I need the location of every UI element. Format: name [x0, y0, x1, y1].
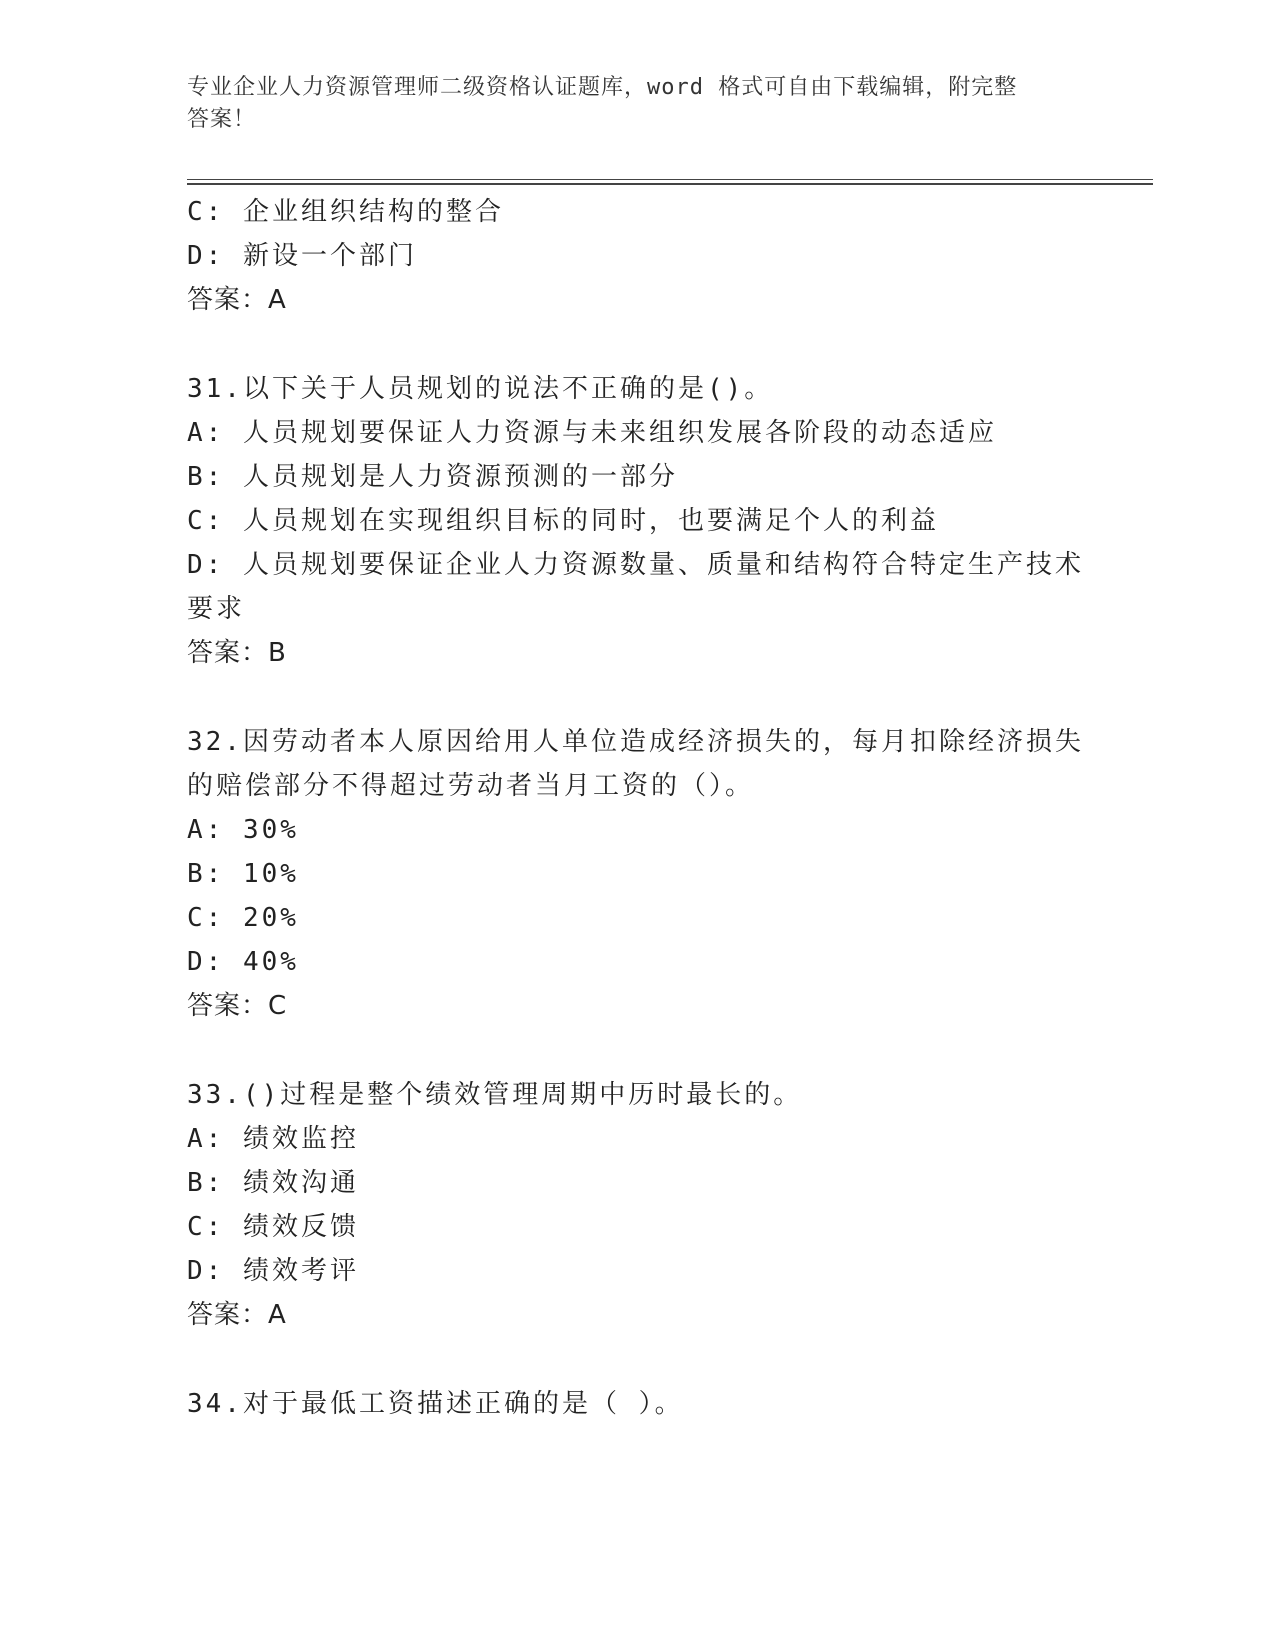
header-divider-thin: [187, 179, 1153, 180]
option-d: D: 绩效考评: [187, 1256, 359, 1286]
option-a: A: 绩效监控: [187, 1124, 359, 1154]
question-31: 31.以下关于人员规划的说法不正确的是()。: [187, 374, 774, 404]
answer-line: 答案：A: [187, 1300, 287, 1330]
header-line-1: 专业企业人力资源管理师二级资格认证题库，word 格式可自由下载编辑，附完整: [187, 75, 1018, 100]
option-b: B: 绩效沟通: [187, 1168, 359, 1198]
answer-line: 答案：A: [187, 285, 287, 315]
option-c: C: 企业组织结构的整合: [187, 197, 504, 227]
option-d: D: 40%: [187, 947, 299, 977]
option-b: B: 人员规划是人力资源预测的一部分: [187, 462, 678, 492]
option-c: C: 人员规划在实现组织目标的同时，也要满足个人的利益: [187, 506, 939, 536]
question-32: 32.因劳动者本人原因给用人单位造成经济损失的，每月扣除经济损失: [187, 727, 1084, 757]
option-d: D: 新设一个部门: [187, 241, 417, 271]
option-b: B: 10%: [187, 859, 299, 889]
option-a: A: 30%: [187, 815, 299, 845]
question-34: 34.对于最低工资描述正确的是（ ）。: [187, 1389, 684, 1419]
header-divider-thick: [187, 183, 1153, 185]
question-33: 33.()过程是整个绩效管理周期中历时最长的。: [187, 1080, 803, 1110]
option-c: C: 绩效反馈: [187, 1212, 359, 1242]
answer-line: 答案：B: [187, 638, 287, 668]
option-d-continuation: 要求: [187, 594, 246, 624]
option-c: C: 20%: [187, 903, 299, 933]
header-line-2: 答案！: [187, 107, 257, 132]
option-a: A: 人员规划要保证人力资源与未来组织发展各阶段的动态适应: [187, 418, 997, 448]
page-header: [187, 72, 1077, 136]
question-32-continuation: 的赔偿部分不得超过劳动者当月工资的（）。: [187, 771, 755, 801]
answer-line: 答案：C: [187, 991, 288, 1021]
option-d: D: 人员规划要保证企业人力资源数量、质量和结构符合特定生产技术: [187, 550, 1084, 580]
